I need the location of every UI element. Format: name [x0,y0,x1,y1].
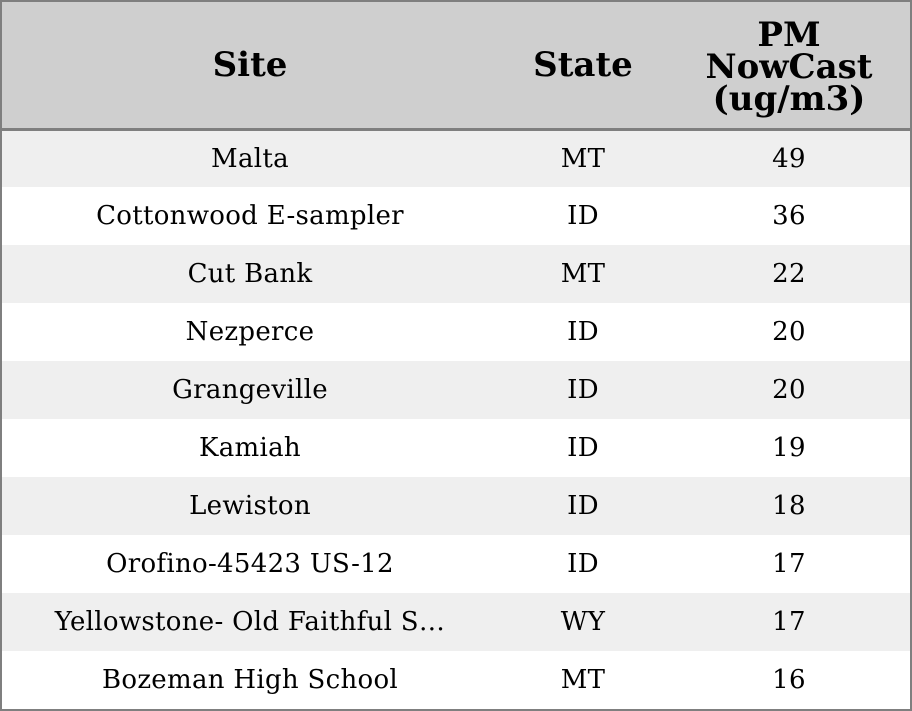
table-row [2,129,910,187]
cell-site: Orofino-45423 US-12 [106,549,394,579]
cell-site: Cottonwood E-sampler [96,201,404,231]
column-header-state: State [498,2,668,129]
cell-state: MT [560,143,606,174]
table-row [2,477,910,535]
cell-site: Malta [211,143,289,174]
cell-pm-nowcast: 22 [772,259,806,289]
cell-site: Nezperce [185,317,315,347]
cell-site: Cut Bank [187,259,313,289]
table-row [2,303,910,361]
table-row [2,187,910,245]
column-header-site: Site [2,2,498,129]
cell-site: Kamiah [199,433,301,463]
cell-pm-nowcast: 18 [772,491,806,521]
cell-pm-nowcast: 36 [772,201,806,231]
cell-site: Grangeville [172,375,328,405]
cell-state: ID [567,375,599,405]
table-row [2,361,910,419]
cell-pm-nowcast: 20 [772,317,806,347]
table-row [2,245,910,303]
cell-site: Bozeman High School [101,665,399,695]
table-row [2,651,910,709]
cell-site: Lewiston [189,491,311,521]
cell-state: ID [567,201,599,231]
cell-state: MT [560,259,606,289]
pm-nowcast-table [2,2,910,709]
cell-pm-nowcast: 17 [772,607,806,637]
cell-state: MT [560,665,606,695]
cell-state: WY [560,607,606,637]
cell-pm-nowcast: 49 [772,143,806,174]
table-row [2,535,910,593]
cell-state: ID [567,317,599,347]
cell-state: ID [567,491,599,521]
table-row [2,593,910,651]
cell-state: ID [567,433,599,463]
cell-pm-nowcast: 16 [772,665,806,695]
cell-pm-nowcast: 19 [772,433,806,463]
cell-pm-nowcast: 20 [772,375,806,405]
cell-pm-nowcast: 17 [772,549,806,579]
header-row [2,2,910,129]
column-header-pm-nowcast: PM NowCast (ug/m3) [668,2,910,129]
table-header [2,2,910,129]
cell-state: ID [567,549,599,579]
cell-site: Yellowstone- Old Faithful S… [54,607,446,637]
table-body [2,129,910,709]
table-row [2,419,910,477]
